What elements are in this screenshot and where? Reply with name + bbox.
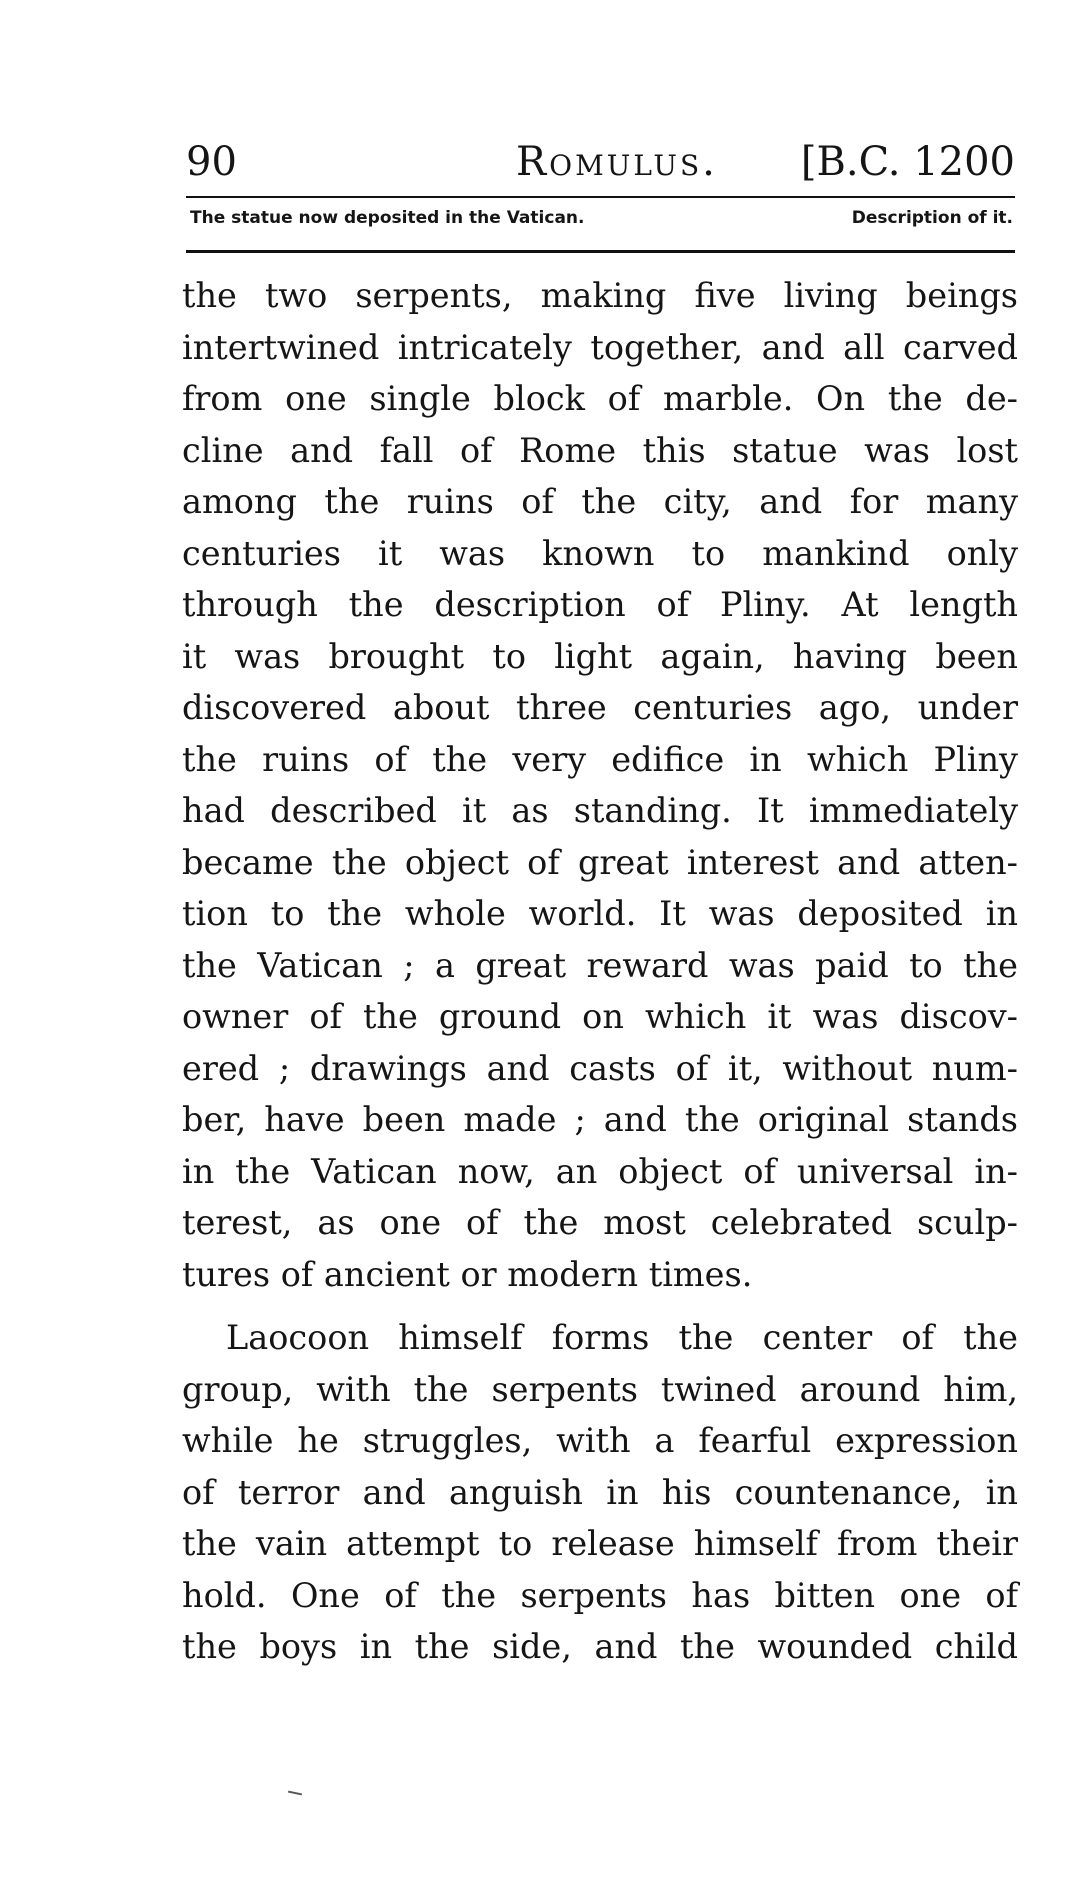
text-line: the ruins of the very edifice in which Pliny	[182, 739, 1018, 779]
text-line: the boys in the side, and the wounded child	[182, 1627, 1018, 1666]
text-line: became the object of great interest and atten-	[182, 842, 1018, 882]
ink-mark	[288, 1791, 302, 1796]
text-line: it was brought to light again, having been	[182, 636, 1018, 676]
text-line: through the description of Pliny. At length	[182, 585, 1018, 624]
page-number: 90	[186, 139, 237, 185]
marginal-note-left: The statue now deposited in the Vatican.	[190, 208, 585, 228]
text-line: from one single block of marble. On the de-	[182, 379, 1018, 418]
body-text	[182, 270, 1018, 1685]
header-rule-bottom	[186, 250, 1015, 253]
text-line: discovered about three centuries ago, under	[182, 688, 1018, 727]
text-line: ber, have been made ; and the original stands	[182, 1100, 1018, 1139]
text-line: tures of ancient or modern times.	[182, 1254, 753, 1294]
text-line: terest, as one of the most celebrated sculp-	[182, 1203, 1018, 1242]
text-line: had described it as standing. It immediately	[182, 791, 1018, 830]
text-line: cline and fall of Rome this statue was lost	[182, 430, 1018, 470]
text-line: centuries it was known to mankind only	[182, 533, 1018, 573]
text-line: group, with the serpents twined around him,	[182, 1369, 1018, 1409]
text-line: hold. One of the serpents has bitten one of	[182, 1575, 1018, 1615]
text-line: of terror and anguish in his countenance, in	[182, 1472, 1018, 1512]
paragraph	[182, 1312, 1018, 1673]
text-line: in the Vatican now, an object of universal in-	[182, 1151, 1018, 1191]
marginal-note-right: Description of it.	[851, 208, 1013, 228]
text-line: tion to the whole world. It was deposited in	[182, 894, 1018, 933]
paragraph	[182, 270, 1018, 1300]
running-title: Romulus.	[516, 139, 718, 185]
header-rule-top	[186, 196, 1015, 198]
text-line: the two serpents, making five living beings	[182, 276, 1018, 315]
text-line: ered ; drawings and casts of it, without num-	[182, 1048, 1018, 1088]
text-line: while he struggles, with a fearful expression	[182, 1421, 1018, 1460]
running-head	[186, 133, 1015, 189]
text-line: the Vatican ; a great reward was paid to the	[182, 945, 1018, 985]
date-reference: [B.C. 1200	[800, 139, 1015, 185]
text-line: intertwined intricately together, and all carved	[182, 327, 1018, 367]
text-line: among the ruins of the city, and for many	[182, 482, 1018, 521]
text-line: the vain attempt to release himself from their	[182, 1524, 1018, 1563]
text-line: Laocoon himself forms the center of the	[226, 1318, 1018, 1357]
text-line: owner of the ground on which it was discov-	[182, 997, 1018, 1036]
